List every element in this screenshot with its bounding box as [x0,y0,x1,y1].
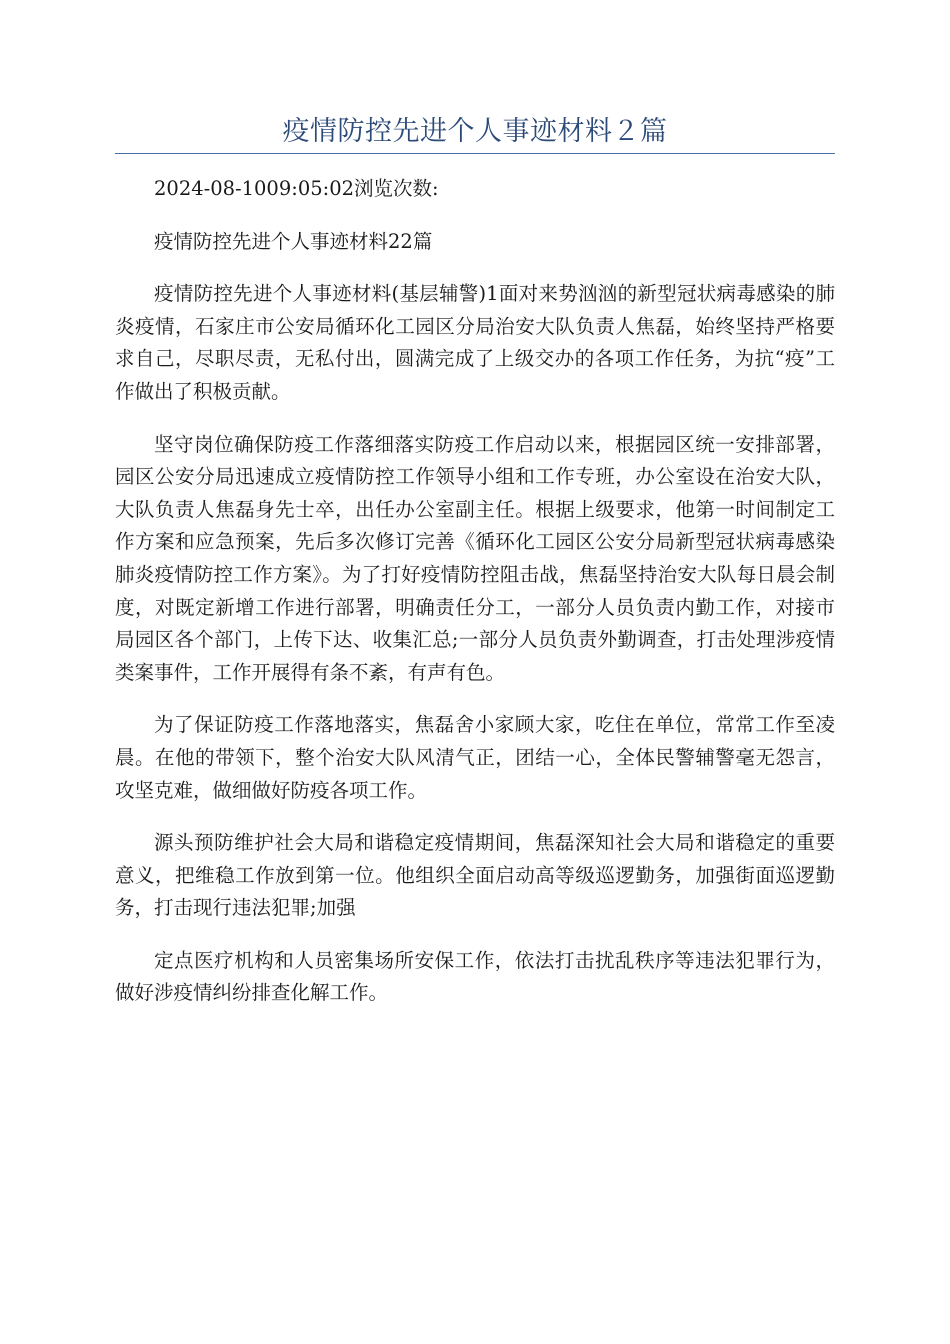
paragraph: 坚守岗位确保防疫工作落细落实防疫工作启动以来，根据园区统一安排部署，园区公安分局迅速成立疫情防控工作领导小组和工作专班，办公室设在治安大队，大队负责人焦磊身先士卒，出任办公室副主任。根据上级要求，他第一时间制定工作方案和应急预案，先后多次修订完善《循环化工园区公安分局新型冠状病毒感染肺炎疫情防控工作方案》。为了打好疫情防控阻击战，焦磊坚持治安大队每日晨会制度，对既定新增工作进行部署，明确责任分工，一部分人员负责内勤工作，对接市局园区各个部门，上传下达、收集汇总;一部分人员负责外勤调查，打击处理涉疫情类案事件，工作开展得有条不紊，有声有色。 [115,432,835,684]
title-underline [115,153,835,154]
meta-line: 2024-08-1009:05:02浏览次数: [154,177,439,200]
paragraph: 疫情防控先进个人事迹材料(基层辅警)1面对来势汹汹的新型冠状病毒感染的肺炎疫情，石家庄市公安局循环化工园区分局治安大队负责人焦磊，始终坚持严格要求自己，尽职尽责，无私付出，圆满完成了上级交办的各项工作任务，为抗“疫”工作做出了积极贡献。 [115,282,835,403]
paragraph: 源头预防维护社会大局和谐稳定疫情期间，焦磊深知社会大局和谐稳定的重要意义，把维稳工作放到第一位。他组织全面启动高等级巡逻勤务，加强街面巡逻勤务，打击现行违法犯罪;加强 [115,831,835,920]
document-subtitle: 疫情防控先进个人事迹材料22篇 [154,229,433,253]
paragraph: 定点医疗机构和人员密集场所安保工作，依法打击扰乱秩序等违法犯罪行为，做好涉疫情纠纷排查化解工作。 [115,948,835,1005]
paragraph: 为了保证防疫工作落地落实，焦磊舍小家顾大家，吃住在单位，常常工作至凌晨。在他的带领下，整个治安大队风清气正，团结一心，全体民警辅警毫无怨言，攻坚克难，做细做好防疫各项工作。 [115,713,835,802]
document-title: 疫情防控先进个人事迹材料２篇 [282,116,668,147]
document-body [115,173,835,1030]
